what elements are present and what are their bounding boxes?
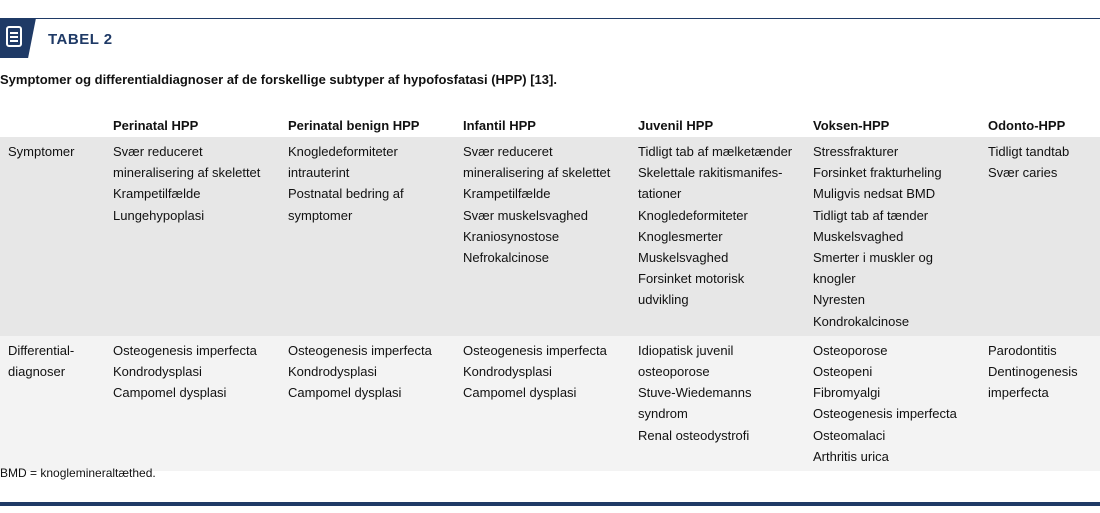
- cell-line: Knogledeformiteter: [638, 207, 748, 223]
- cell-line: Stressfrakturer: [813, 144, 899, 159]
- cell-line: intrauterint: [288, 165, 350, 181]
- header-row: [0, 112, 1100, 137]
- table-cell: [809, 137, 984, 336]
- cell-line: Knoglesmerter: [638, 228, 723, 244]
- cell-line: Idiopatisk juvenil: [638, 342, 734, 358]
- cell-line: Osteoporose: [813, 342, 888, 358]
- cell-line: Muskelsvaghed: [813, 228, 904, 244]
- cell-line: Dentinogenesis: [988, 364, 1078, 380]
- cell-line: Krampetilfælde: [113, 186, 201, 202]
- cell-line: knogler: [813, 271, 856, 287]
- table-cell: [634, 137, 809, 336]
- cell-line: Kraniosynostose: [463, 228, 560, 244]
- cell-line: Osteogenesis imperfecta: [113, 342, 257, 358]
- column-header: Perinatal HPP: [113, 118, 199, 133]
- row-header: [0, 137, 109, 336]
- cell-line: Parodontitis: [988, 342, 1057, 358]
- cell-line: Osteogenesis imperfecta: [288, 342, 432, 358]
- cell-line: Kondrodysplasi: [288, 364, 377, 380]
- cell-line: Nyresten: [813, 292, 866, 308]
- cell-line: mineralisering af skelettet: [113, 165, 261, 181]
- cell-line: imperfecta: [988, 385, 1049, 401]
- table-cell: [809, 336, 984, 471]
- cell-line: Osteogenesis imperfecta: [813, 406, 957, 422]
- row-header: [0, 336, 109, 471]
- cell-line: Muskelsvaghed: [638, 250, 729, 266]
- cell-line: Tidligt tab af tænder: [813, 207, 929, 223]
- table-cell: [459, 336, 634, 471]
- row-header-line: diagnoser: [8, 364, 66, 380]
- table-caption: Symptomer og differentialdiagnoser af de forskellige subtyper af hypofosfatasi (HPP) [13].: [0, 72, 557, 87]
- cell-line: Nefrokalcinose: [463, 250, 549, 266]
- cell-line: Svær caries: [988, 165, 1058, 181]
- cell-line: tationer: [638, 186, 682, 202]
- cell-line: Skelettale rakitismanifes-: [638, 165, 783, 181]
- cell-line: Svær reduceret: [113, 144, 203, 159]
- table-cell: [109, 336, 284, 471]
- cell-line: Kondrodysplasi: [113, 364, 202, 380]
- cell-line: Stuve-Wiedemanns: [638, 385, 752, 401]
- cell-line: Postnatal bedring af: [288, 186, 404, 202]
- cell-line: Svær reduceret: [463, 144, 553, 159]
- cell-line: Forsinket motorisk: [638, 271, 745, 287]
- cell-line: mineralisering af skelettet: [463, 165, 611, 181]
- table-cell: [284, 137, 459, 336]
- cell-line: Arthritis urica: [813, 448, 889, 464]
- column-header: Juvenil HPP: [638, 118, 714, 133]
- column-header: Infantil HPP: [463, 118, 536, 133]
- cell-line: Campomel dysplasi: [463, 385, 577, 401]
- cell-line: Smerter i muskler og: [813, 250, 933, 266]
- header-empty: [0, 112, 109, 137]
- cell-line: Forsinket frakturheling: [813, 165, 942, 181]
- cell-line: Fibromyalgi: [813, 385, 881, 401]
- cell-line: Kondrodysplasi: [463, 364, 552, 380]
- cell-line: osteoporose: [638, 364, 710, 380]
- table-cell: [109, 137, 284, 336]
- table-cell: [284, 336, 459, 471]
- cell-line: Svær muskelsvaghed: [463, 207, 588, 223]
- cell-line: Kondrokalcinose: [813, 313, 910, 329]
- row-header-line: Symptomer: [8, 144, 75, 159]
- cell-line: Campomel dysplasi: [288, 385, 402, 401]
- cell-line: Muligvis nedsat BMD: [813, 186, 936, 202]
- table-cell: [984, 137, 1100, 336]
- table-cell: [634, 336, 809, 471]
- cell-line: Campomel dysplasi: [113, 385, 227, 401]
- top-rule: [0, 18, 1100, 19]
- cell-line: Lungehypoplasi: [113, 207, 205, 223]
- column-header: Voksen-HPP: [813, 118, 890, 133]
- cell-line: symptomer: [288, 207, 353, 223]
- table-row: [0, 336, 1100, 471]
- cell-line: Krampetilfælde: [463, 186, 551, 202]
- column-header: Odonto-HPP: [988, 118, 1066, 133]
- table-label: TABEL 2: [48, 31, 113, 48]
- table-cell: [984, 336, 1100, 471]
- table-footnote: BMD = knoglemineraltæthed.: [0, 466, 156, 480]
- cell-line: Osteopeni: [813, 364, 873, 380]
- hpp-table: [0, 112, 1100, 471]
- cell-line: Tidligt tab af mælketænder: [638, 144, 793, 159]
- cell-line: Osteomalaci: [813, 427, 886, 443]
- cell-line: Osteogenesis imperfecta: [463, 342, 607, 358]
- cell-line: Knogledeformiteter: [288, 144, 398, 159]
- column-header: Perinatal benign HPP: [288, 118, 420, 133]
- table-badge: [0, 18, 36, 58]
- cell-line: Renal osteodystrofi: [638, 427, 750, 443]
- document-list-icon: [6, 26, 24, 48]
- table-row: [0, 137, 1100, 336]
- cell-line: udvikling: [638, 292, 689, 308]
- row-header-line: Differential-: [8, 342, 75, 358]
- cell-line: Tidligt tandtab: [988, 144, 1070, 159]
- cell-line: syndrom: [638, 406, 688, 422]
- table-cell: [459, 137, 634, 336]
- bottom-rule: [0, 502, 1100, 506]
